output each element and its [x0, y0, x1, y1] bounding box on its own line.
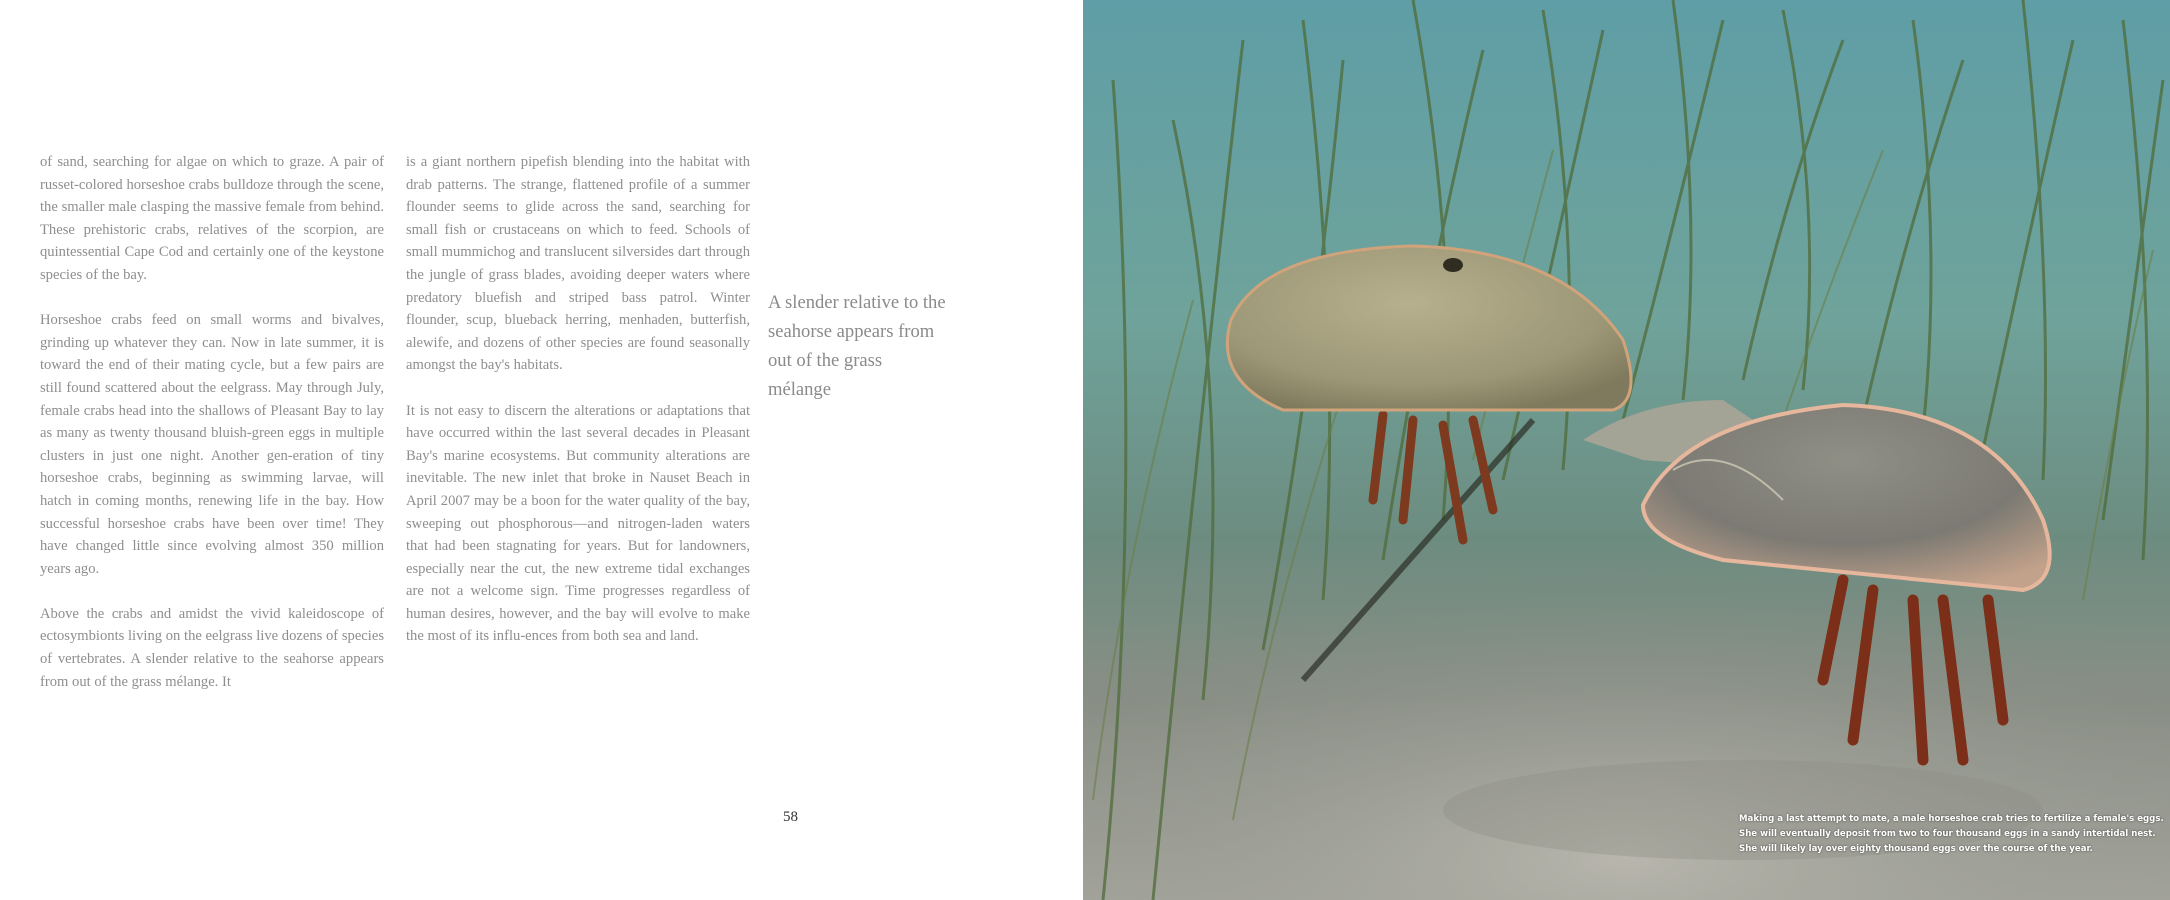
caption-line: She will eventually deposit from two to four thousand eggs in a sandy intertidal nest. — [1739, 829, 2156, 839]
caption-line: Making a last attempt to mate, a male horseshoe crab tries to fertilize a female's eggs. — [1739, 814, 2164, 824]
page-number: 58 — [783, 809, 798, 825]
pull-quote: A slender relative to the seahorse appears from out of the grass mélange — [768, 292, 946, 400]
paragraph: of sand, searching for algae on which to graze. A pair of russet-colored horseshoe crabs bulldoze through the scene, the smaller male clasping the massive female from behind. These prehistoric crabs, relatives of the scorpion, are quintessential Cape Cod and certainly one of the keystone species of the bay. — [40, 154, 384, 283]
paragraph: Above the crabs and amidst the vivid kaleidoscope of ectosymbionts living on the eelgrass live dozens of species of vertebrates. A slender relative to the seahorse appears from out of the grass mélange. It — [40, 605, 384, 690]
text-column-2 — [406, 151, 750, 671]
photo-caption — [1739, 812, 2164, 857]
right-page — [1083, 0, 2170, 900]
paragraph: It is not easy to discern the alterations or adaptations that have occurred within the last several decades in Pleasant Bay's marine ecosystems. But community alterations are inevitable. The new inlet that broke in Nauset Beach in April 2007 may be a boon for the water quality of the bay, sweeping out phosphorous—and nitrogen-laden waters that had been stagnating for years. But for landowners, especially near the cut, the new extreme tidal exchanges are not a welcome sign. Time progresses regardless of human desires, however, and the bay will evolve to make the most of its influ-ences from both sea and land. — [406, 402, 750, 645]
paragraph: Horseshoe crabs feed on small worms and bivalves, grinding up whatever they can. Now in late summer, it is toward the end of their mating cycle, but a few pairs are still found scattered about the eelgrass. May through July, female crabs head into the shallows of Pleasant Bay to lay as many as twenty thousand bluish-green eggs in multiple clusters in just one night. Another gen-eration of tiny horseshoe crabs, beginning as swimming larvae, will hatch in coming months, renewing life in the bay. How successful horseshoe crabs have been over time! They have changed little since evolving almost 350 million years ago. — [40, 312, 384, 577]
horseshoe-crab-photo — [1083, 0, 2170, 900]
text-column-1 — [40, 151, 384, 716]
left-page — [0, 0, 1083, 900]
caption-line: She will likely lay over eighty thousand eggs over the course of the year. — [1739, 844, 2093, 854]
paragraph: is a giant northern pipefish blending into the habitat with drab patterns. The strange, flattened profile of a summer flounder seems to glide across the sand, searching for small fish or crustaceans on which to feed. Schools of small mummichog and translucent silversides dart through the jungle of grass blades, avoiding deeper waters where predatory bluefish and striped bass patrol. Winter flounder, scup, blueback herring, menhaden, butterfish, alewife, and dozens of other species are found seasonally amongst the bay's habitats. — [406, 154, 750, 374]
